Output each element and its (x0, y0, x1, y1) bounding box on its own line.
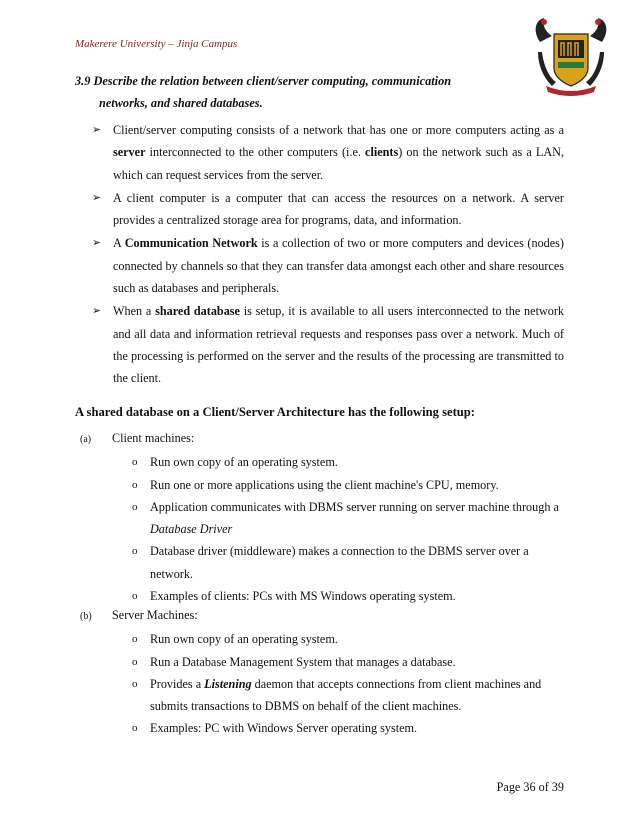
bullet-text: When a (113, 304, 156, 319)
item-text: Provides a (150, 676, 205, 691)
bullet-item (92, 300, 564, 389)
bullet-text: is setup, it is available to all users interconnected to the network and all data and information retrieval requests and responses pass over a network. Much of the processing is performed on the server and the results of the processing are transmitted to the client. (113, 304, 564, 386)
circle-bullet-icon: o (132, 655, 138, 668)
question-heading (75, 70, 545, 114)
section-title-text: Client machines: (112, 431, 195, 445)
circle-bullet-icon: o (132, 456, 138, 469)
server-machines-section (80, 604, 560, 740)
section-title (80, 604, 560, 628)
list-item (80, 673, 565, 718)
list-item (80, 628, 565, 650)
bullet-item (92, 232, 564, 299)
question-heading-line1: 3.9 Describe the relation between client/server computing, communication (75, 74, 452, 88)
item-text: Run a Database Management System that manages a database. (150, 654, 456, 669)
item-text: daemon that accepts connections from client machines and submits transactions to DBMS on behalf of the client machines. (150, 676, 542, 714)
section-title (80, 427, 560, 451)
list-item (80, 540, 565, 585)
bold-term: clients (365, 145, 399, 160)
circle-bullet-icon: o (132, 545, 138, 558)
circle-bullet-icon: o (132, 722, 138, 735)
bold-italic-term: Listening (204, 676, 252, 691)
list-item (80, 451, 565, 473)
item-text: Application communicates with DBMS server running on server machine through a (150, 499, 559, 514)
bold-term: server (113, 145, 146, 160)
circle-bullet-icon: o (132, 478, 138, 491)
italic-term: Database Driver (150, 522, 233, 537)
item-text: Database driver (middleware) makes a connection to the DBMS server over a network. (150, 544, 529, 581)
item-text: Run own copy of an operating system. (150, 455, 338, 470)
client-machines-section (80, 427, 560, 607)
bullet-item (92, 187, 564, 232)
question-heading-line2: networks, and shared databases. (99, 96, 263, 110)
circle-bullet-icon: o (132, 633, 138, 646)
arrow-bullet-icon: ➢ (92, 191, 102, 204)
bullet-text: ) on the network such as a LAN, which can request services from the server. (113, 145, 564, 182)
item-text: Run own copy of an operating system. (150, 632, 338, 647)
circle-bullet-icon: o (132, 677, 138, 690)
bullet-text: is a collection of two or more computers and devices (nodes) connected by channels so that they can transfer data amongst each other and share resources such as databases and peripherals. (113, 236, 564, 296)
running-header: Makerere University – Jinja Campus (75, 38, 238, 50)
circle-bullet-icon: o (132, 500, 138, 513)
bold-term: shared database (155, 304, 240, 319)
page-number: Page 36 of 39 (496, 780, 564, 794)
list-item (80, 474, 565, 496)
bold-term: Communication Network (124, 236, 258, 251)
section-title-text: Server Machines: (112, 608, 198, 622)
section-label: (a) (80, 434, 92, 445)
circle-bullet-icon: o (132, 590, 138, 603)
list-item (80, 717, 565, 739)
bullet-item (92, 119, 564, 186)
item-text: Examples: PC with Windows Server operating system. (150, 721, 418, 736)
item-text: Run one or more applications using the client machine's CPU, memory. (150, 477, 499, 492)
list-item (80, 651, 565, 673)
bullet-text: A (113, 236, 125, 251)
arrow-bullet-icon: ➢ (92, 305, 102, 318)
section-label: (b) (80, 611, 92, 622)
bullet-text: interconnected to the other computers (i.e. (145, 145, 366, 160)
bullet-text: A client computer is a computer that can access the resources on a network. A server provides a centralized storage area for programs, data, and information. (113, 190, 564, 228)
arrow-bullet-icon: ➢ (92, 124, 102, 136)
bullet-list (92, 119, 564, 391)
item-text: Examples of clients: PCs with MS Windows operating system. (150, 589, 456, 604)
setup-heading: A shared database on a Client/Server Architecture has the following setup: (75, 405, 475, 419)
bullet-text: Client/server computing consists of a network that has one or more computers acting as a (113, 123, 564, 137)
list-item (80, 496, 565, 541)
arrow-bullet-icon: ➢ (92, 237, 102, 250)
